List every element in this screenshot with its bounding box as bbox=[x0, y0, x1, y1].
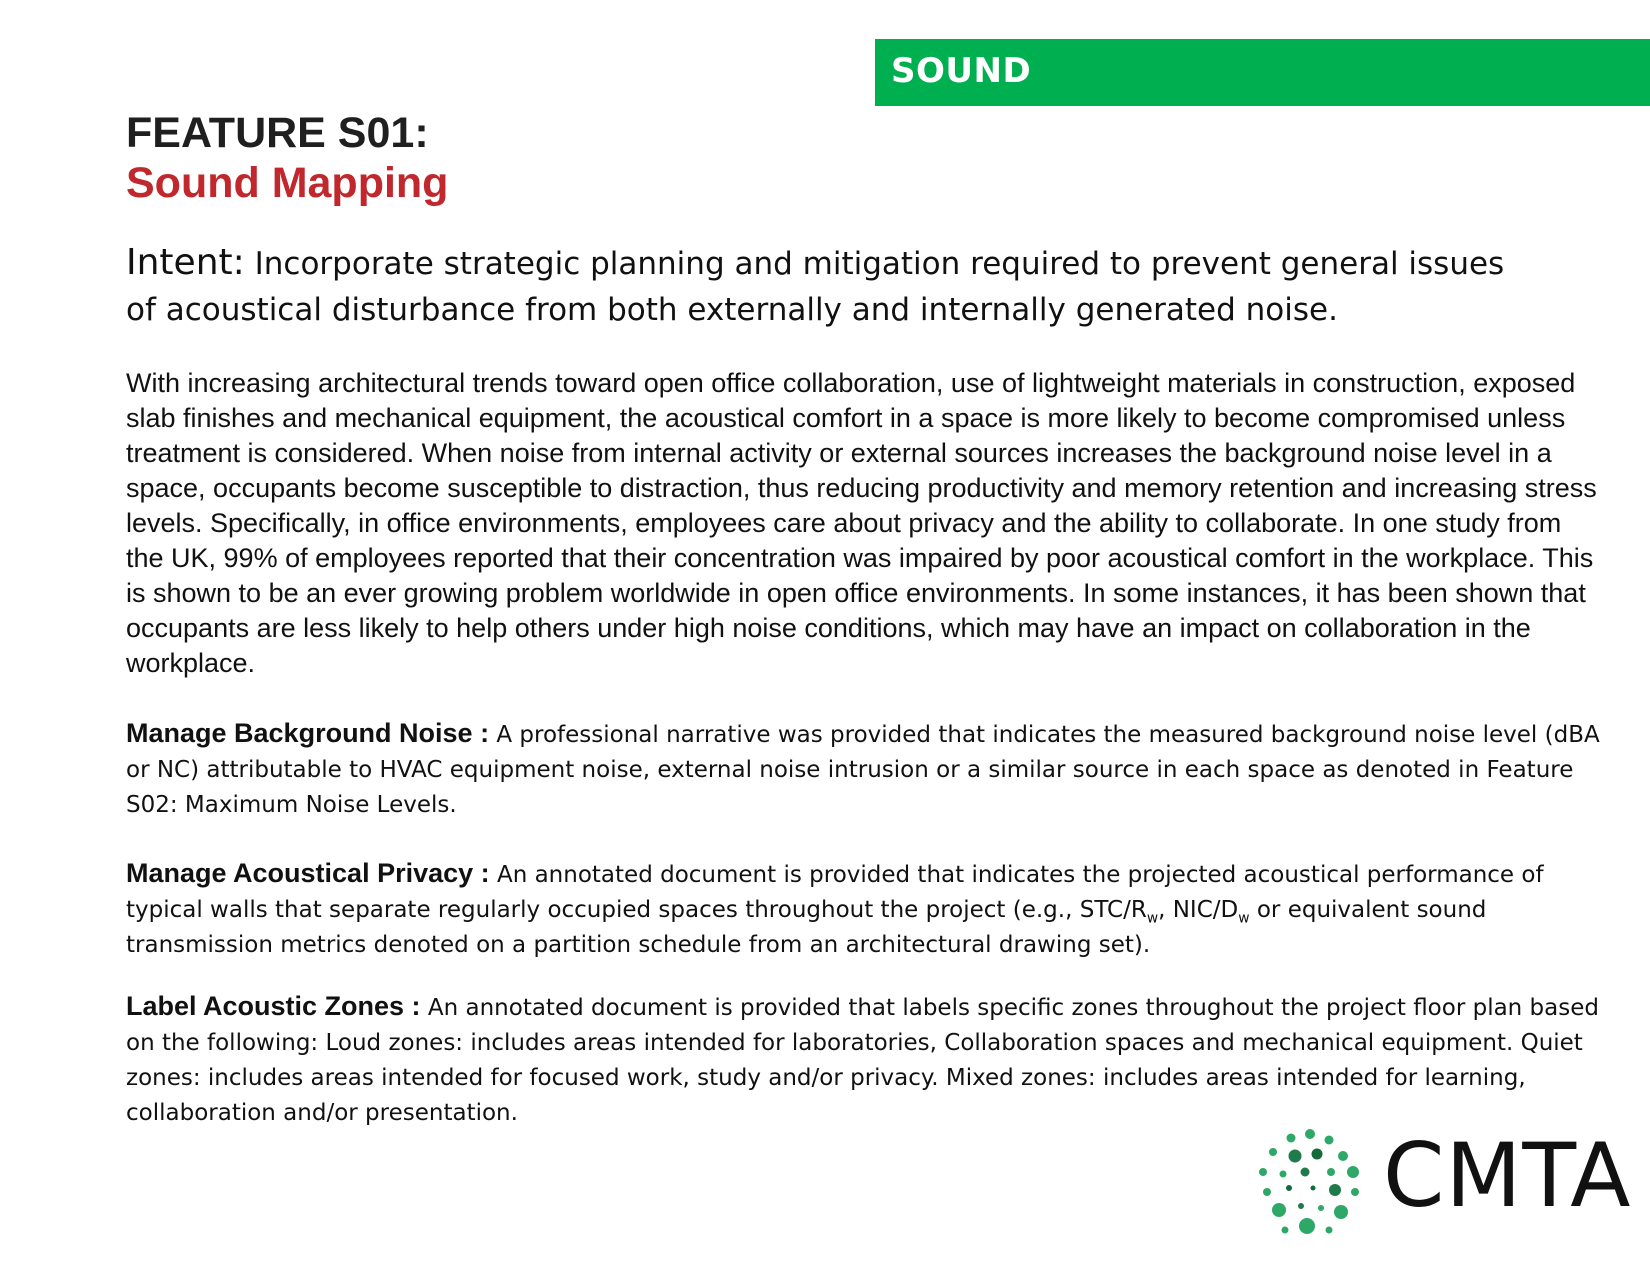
subscript: w bbox=[1146, 910, 1159, 927]
dotted-circle-logo-icon bbox=[1255, 1128, 1365, 1243]
company-logo bbox=[1255, 1124, 1632, 1243]
requirement-text-part: or equivalent sound transmission metrics denoted on a partition schedule from an architectural drawing set). bbox=[126, 897, 1487, 958]
logo-wordmark: CMTA bbox=[1383, 1124, 1632, 1227]
intent-label: Intent: bbox=[126, 242, 245, 283]
body-paragraph: With increasing architectural trends toward open office collaboration, use of lightweight materials in construction, exposed slab finishes and mechanical equipment, the acoustical comfort in a space is more likely to become compromised unless treatment is considered. When noise from internal activity or external sources increases the background noise level in a space, occupants become susceptible to distraction, thus reducing productivity and memory retention and increasing stress levels. Specifically, in office environments, employees care about privacy and the ability to collaborate. In one study from the UK, 99% of employees reported that their concentration was impaired by poor acoustical comfort in the workplace. This is shown to be an ever growing problem worldwide in open office environments. In some instances, it has been shown that occupants are less likely to help others under high noise conditions, which may have an impact on collaboration in the workplace. bbox=[126, 368, 1597, 678]
requirement-acoustic-zones bbox=[126, 989, 1616, 1131]
requirement-text-part: An annotated document is provided that indicates the projected acoustical performance of typical walls that separate regularly occupied spaces throughout the project (e.g., STC/R bbox=[126, 862, 1544, 923]
requirement-title: Label Acoustic Zones : bbox=[126, 991, 421, 1021]
requirement-title: Manage Background Noise : bbox=[126, 718, 490, 748]
requirement-title: Manage Acoustical Privacy : bbox=[126, 858, 490, 888]
section-banner-label: SOUND bbox=[891, 51, 1032, 91]
intent-statement bbox=[126, 240, 1526, 333]
intent-text: Incorporate strategic planning and mitigation required to prevent general issues of acoustical disturbance from both externally and internally generated noise. bbox=[126, 246, 1505, 328]
requirement-text-part: , NIC/D bbox=[1158, 897, 1239, 923]
section-banner bbox=[875, 39, 1650, 106]
requirement-acoustical-privacy bbox=[126, 856, 1616, 963]
requirement-text: A professional narrative was provided that indicates the measured background noise level (dBA or NC) attributable to HVAC equipment noise, external noise intrusion or a similar source in each space as denoted in Feature S02: Maximum Noise Levels. bbox=[126, 722, 1600, 818]
subscript: w bbox=[1238, 910, 1250, 927]
requirement-text: An annotated document is provided that labels specific zones throughout the project floor plan based on the following: Loud zones: includes areas intended for laboratories, Collaboration spaces and mechanical equipment. Quiet zones: includes areas intended for focused work, study and/or privacy. Mixed zones: includes areas intended for learning, collaboration and/or presentation. bbox=[126, 995, 1599, 1126]
requirement-background-noise bbox=[126, 716, 1616, 823]
feature-name: Sound Mapping bbox=[126, 159, 449, 207]
feature-code: FEATURE S01: bbox=[126, 109, 429, 157]
